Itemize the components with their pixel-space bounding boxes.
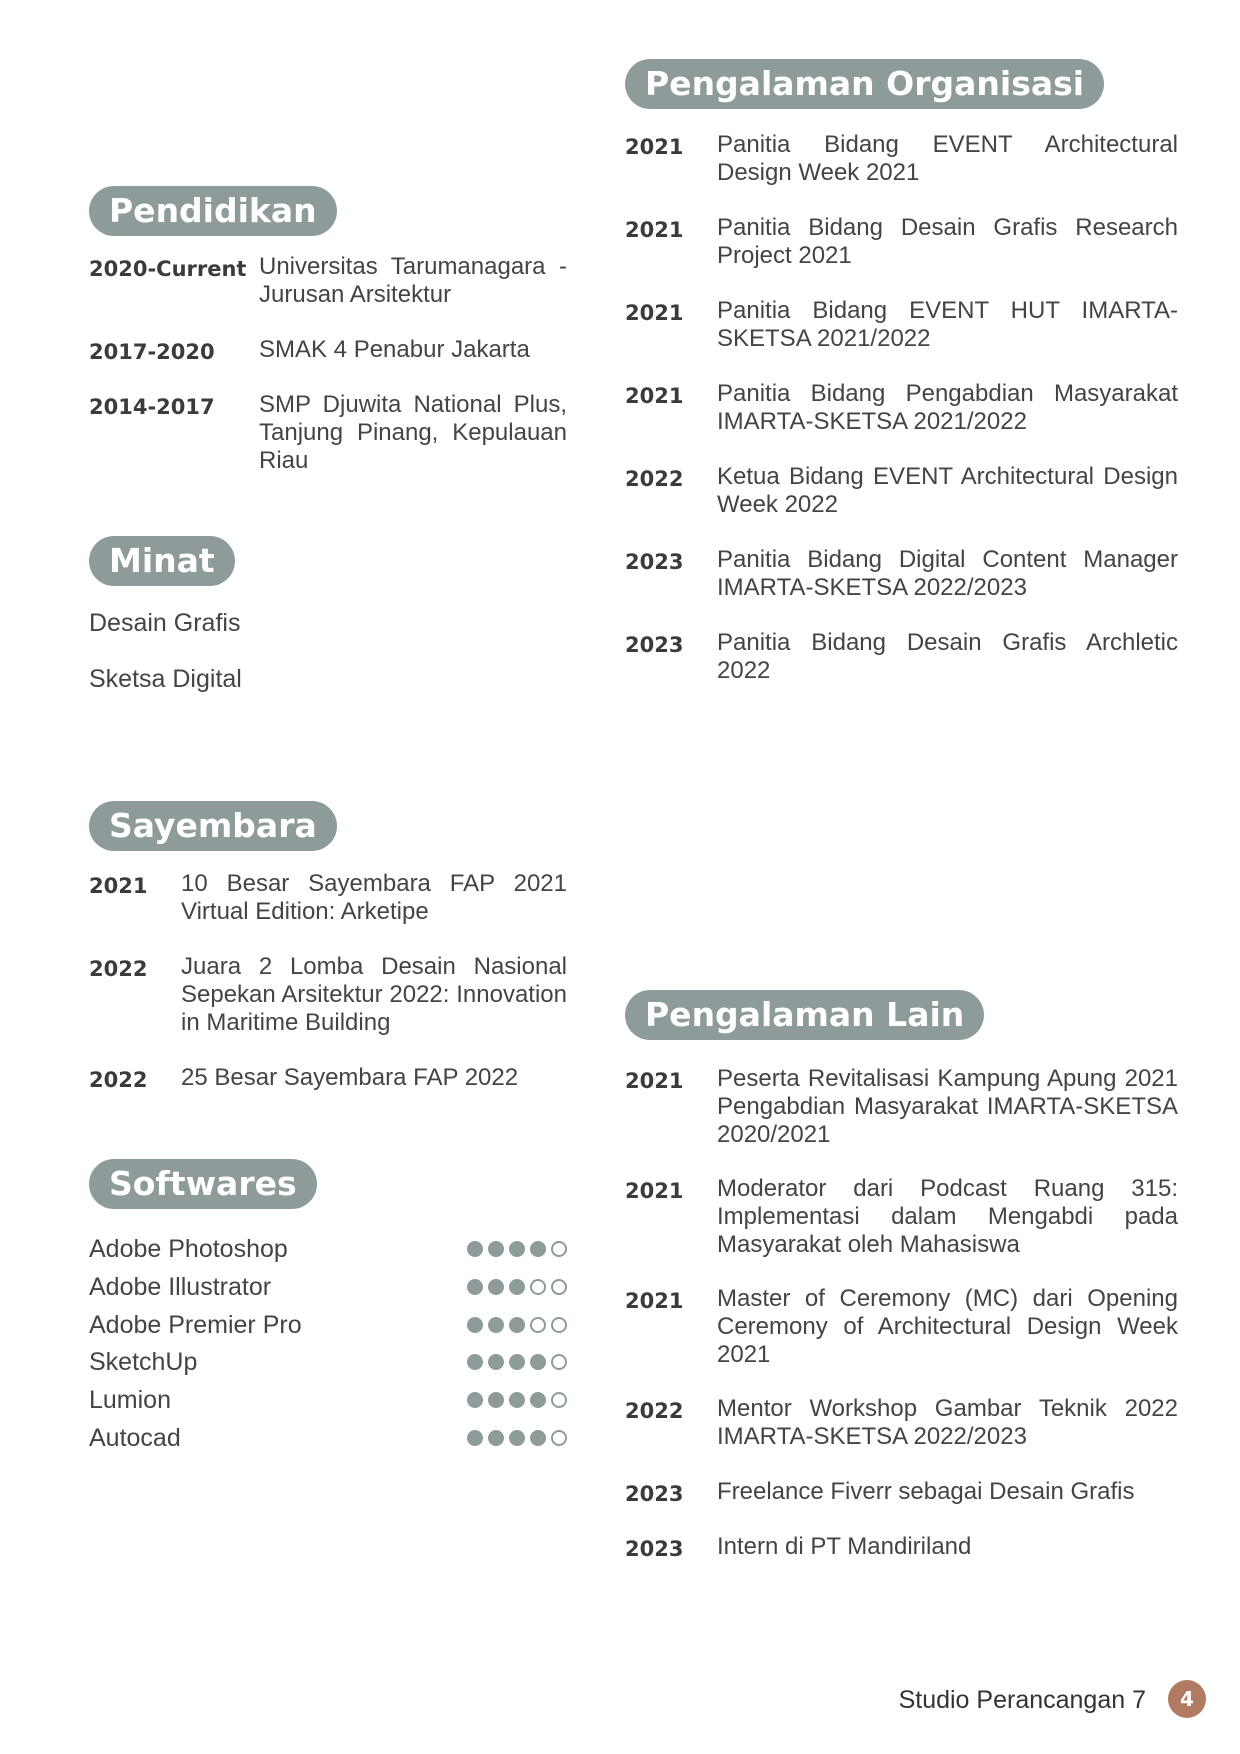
organisasi-year: 2021 [625, 384, 684, 408]
software-row [89, 1308, 567, 1342]
skill-rating [467, 1430, 567, 1446]
lain-item [625, 1285, 1178, 1369]
pendidikan-item [89, 253, 567, 309]
organisasi-year: 2021 [625, 218, 684, 242]
heading-pendidikan: Pendidikan [89, 186, 337, 236]
sayembara-item [89, 870, 567, 926]
rating-dot-filled [530, 1392, 546, 1408]
rating-dot-filled [467, 1317, 483, 1333]
rating-dot-empty [530, 1317, 546, 1333]
organisasi-year: 2023 [625, 550, 684, 574]
pendidikan-item [89, 336, 567, 366]
rating-dot-empty [551, 1392, 567, 1408]
rating-dot-filled [509, 1317, 525, 1333]
rating-dot-filled [467, 1430, 483, 1446]
lain-year: 2021 [625, 1289, 684, 1313]
rating-dot-filled [488, 1317, 504, 1333]
organisasi-desc: Panitia Bidang Pengabdian Masyarakat IMARTA-SKETSA 2021/2022 [717, 380, 1178, 435]
organisasi-desc: Panitia Bidang Desain Grafis Archletic 2022 [717, 629, 1178, 684]
lain-year: 2021 [625, 1069, 684, 1093]
rating-dot-filled [488, 1279, 504, 1295]
lain-item [625, 1175, 1178, 1259]
rating-dot-empty [551, 1430, 567, 1446]
skill-rating [467, 1392, 567, 1408]
organisasi-year: 2021 [625, 301, 684, 325]
heading-softwares: Softwares [89, 1159, 317, 1209]
skill-rating [467, 1317, 567, 1333]
organisasi-item [625, 463, 1178, 519]
minat-item: Desain Grafis [89, 609, 241, 637]
pendidikan-year: 2020-Current [89, 257, 247, 281]
footer-studio-label: Studio Perancangan 7 [898, 1686, 1146, 1714]
organisasi-year: 2022 [625, 467, 684, 491]
lain-item [625, 1065, 1178, 1149]
rating-dot-empty [551, 1241, 567, 1257]
heading-pengalaman-lain: Pengalaman Lain [625, 990, 984, 1040]
pendidikan-item [89, 391, 567, 475]
organisasi-year: 2021 [625, 135, 684, 159]
pendidikan-desc: SMAK 4 Penabur Jakarta [259, 336, 530, 363]
organisasi-desc: Panitia Bidang Desain Grafis Research Project 2021 [717, 214, 1178, 269]
software-row [89, 1383, 567, 1417]
lain-year: 2023 [625, 1537, 684, 1561]
pendidikan-desc: Universitas Tarumanagara - Jurusan Arsitektur [259, 253, 567, 308]
lain-desc: Peserta Revitalisasi Kampung Apung 2021 Pengabdian Masyarakat IMARTA-SKETSA 2020/2021 [717, 1065, 1178, 1148]
organisasi-item [625, 297, 1178, 353]
lain-desc: Freelance Fiverr sebagai Desain Grafis [717, 1478, 1135, 1505]
lain-desc: Intern di PT Mandiriland [717, 1533, 972, 1560]
rating-dot-empty [551, 1317, 567, 1333]
sayembara-item [89, 1064, 567, 1094]
pendidikan-year: 2017-2020 [89, 340, 215, 364]
lain-desc: Moderator dari Podcast Ruang 315: Implementasi dalam Mengabdi pada Masyarakat oleh Mahasiswa [717, 1175, 1178, 1258]
organisasi-desc: Ketua Bidang EVENT Architectural Design Week 2022 [717, 463, 1178, 518]
lain-item [625, 1533, 1178, 1563]
rating-dot-empty [530, 1279, 546, 1295]
heading-pengalaman-organisasi: Pengalaman Organisasi [625, 59, 1104, 109]
page-number-badge: 4 [1168, 1680, 1206, 1718]
rating-dot-filled [467, 1354, 483, 1370]
pendidikan-year: 2014-2017 [89, 395, 215, 419]
organisasi-item [625, 380, 1178, 436]
rating-dot-filled [488, 1392, 504, 1408]
organisasi-desc: Panitia Bidang EVENT Architectural Design Week 2021 [717, 131, 1178, 186]
software-name: SketchUp [89, 1347, 198, 1376]
sayembara-year: 2022 [89, 957, 148, 981]
software-name: Adobe Illustrator [89, 1272, 272, 1301]
rating-dot-filled [509, 1392, 525, 1408]
sayembara-year: 2022 [89, 1068, 148, 1092]
skill-rating [467, 1241, 567, 1257]
rating-dot-filled [509, 1430, 525, 1446]
organisasi-desc: Panitia Bidang EVENT HUT IMARTA-SKETSA 2021/2022 [717, 297, 1178, 352]
organisasi-item [625, 131, 1178, 187]
software-row [89, 1270, 567, 1304]
rating-dot-filled [509, 1354, 525, 1370]
software-name: Lumion [89, 1385, 171, 1414]
rating-dot-filled [467, 1279, 483, 1295]
heading-sayembara: Sayembara [89, 801, 337, 851]
rating-dot-empty [551, 1354, 567, 1370]
rating-dot-filled [488, 1354, 504, 1370]
rating-dot-filled [530, 1241, 546, 1257]
rating-dot-filled [467, 1241, 483, 1257]
rating-dot-filled [530, 1430, 546, 1446]
rating-dot-empty [551, 1279, 567, 1295]
organisasi-year: 2023 [625, 633, 684, 657]
rating-dot-filled [488, 1241, 504, 1257]
lain-year: 2023 [625, 1482, 684, 1506]
lain-year: 2021 [625, 1179, 684, 1203]
rating-dot-filled [509, 1279, 525, 1295]
organisasi-desc: Panitia Bidang Digital Content Manager IMARTA-SKETSA 2022/2023 [717, 546, 1178, 601]
software-row [89, 1345, 567, 1379]
sayembara-desc: 10 Besar Sayembara FAP 2021 Virtual Edition: Arketipe [181, 870, 567, 925]
skill-rating [467, 1354, 567, 1370]
rating-dot-filled [509, 1241, 525, 1257]
lain-item [625, 1478, 1178, 1508]
software-row [89, 1232, 567, 1266]
lain-desc: Master of Ceremony (MC) dari Opening Ceremony of Architectural Design Week 2021 [717, 1285, 1178, 1368]
sayembara-desc: Juara 2 Lomba Desain Nasional Sepekan Arsitektur 2022: Innovation in Maritime Building [181, 953, 567, 1036]
software-name: Autocad [89, 1423, 181, 1452]
organisasi-item [625, 629, 1178, 685]
software-name: Adobe Premier Pro [89, 1310, 302, 1339]
minat-item: Sketsa Digital [89, 665, 242, 693]
lain-desc: Mentor Workshop Gambar Teknik 2022 IMARTA-SKETSA 2022/2023 [717, 1395, 1178, 1450]
sayembara-year: 2021 [89, 874, 148, 898]
sayembara-desc: 25 Besar Sayembara FAP 2022 [181, 1064, 519, 1091]
software-name: Adobe Photoshop [89, 1234, 288, 1263]
software-row [89, 1421, 567, 1455]
lain-year: 2022 [625, 1399, 684, 1423]
skill-rating [467, 1279, 567, 1295]
pendidikan-desc: SMP Djuwita National Plus, Tanjung Pinang, Kepulauan Riau [259, 391, 567, 474]
rating-dot-filled [467, 1392, 483, 1408]
organisasi-item [625, 546, 1178, 602]
rating-dot-filled [488, 1430, 504, 1446]
heading-minat: Minat [89, 536, 235, 586]
organisasi-item [625, 214, 1178, 270]
lain-item [625, 1395, 1178, 1451]
sayembara-item [89, 953, 567, 1037]
rating-dot-filled [530, 1354, 546, 1370]
